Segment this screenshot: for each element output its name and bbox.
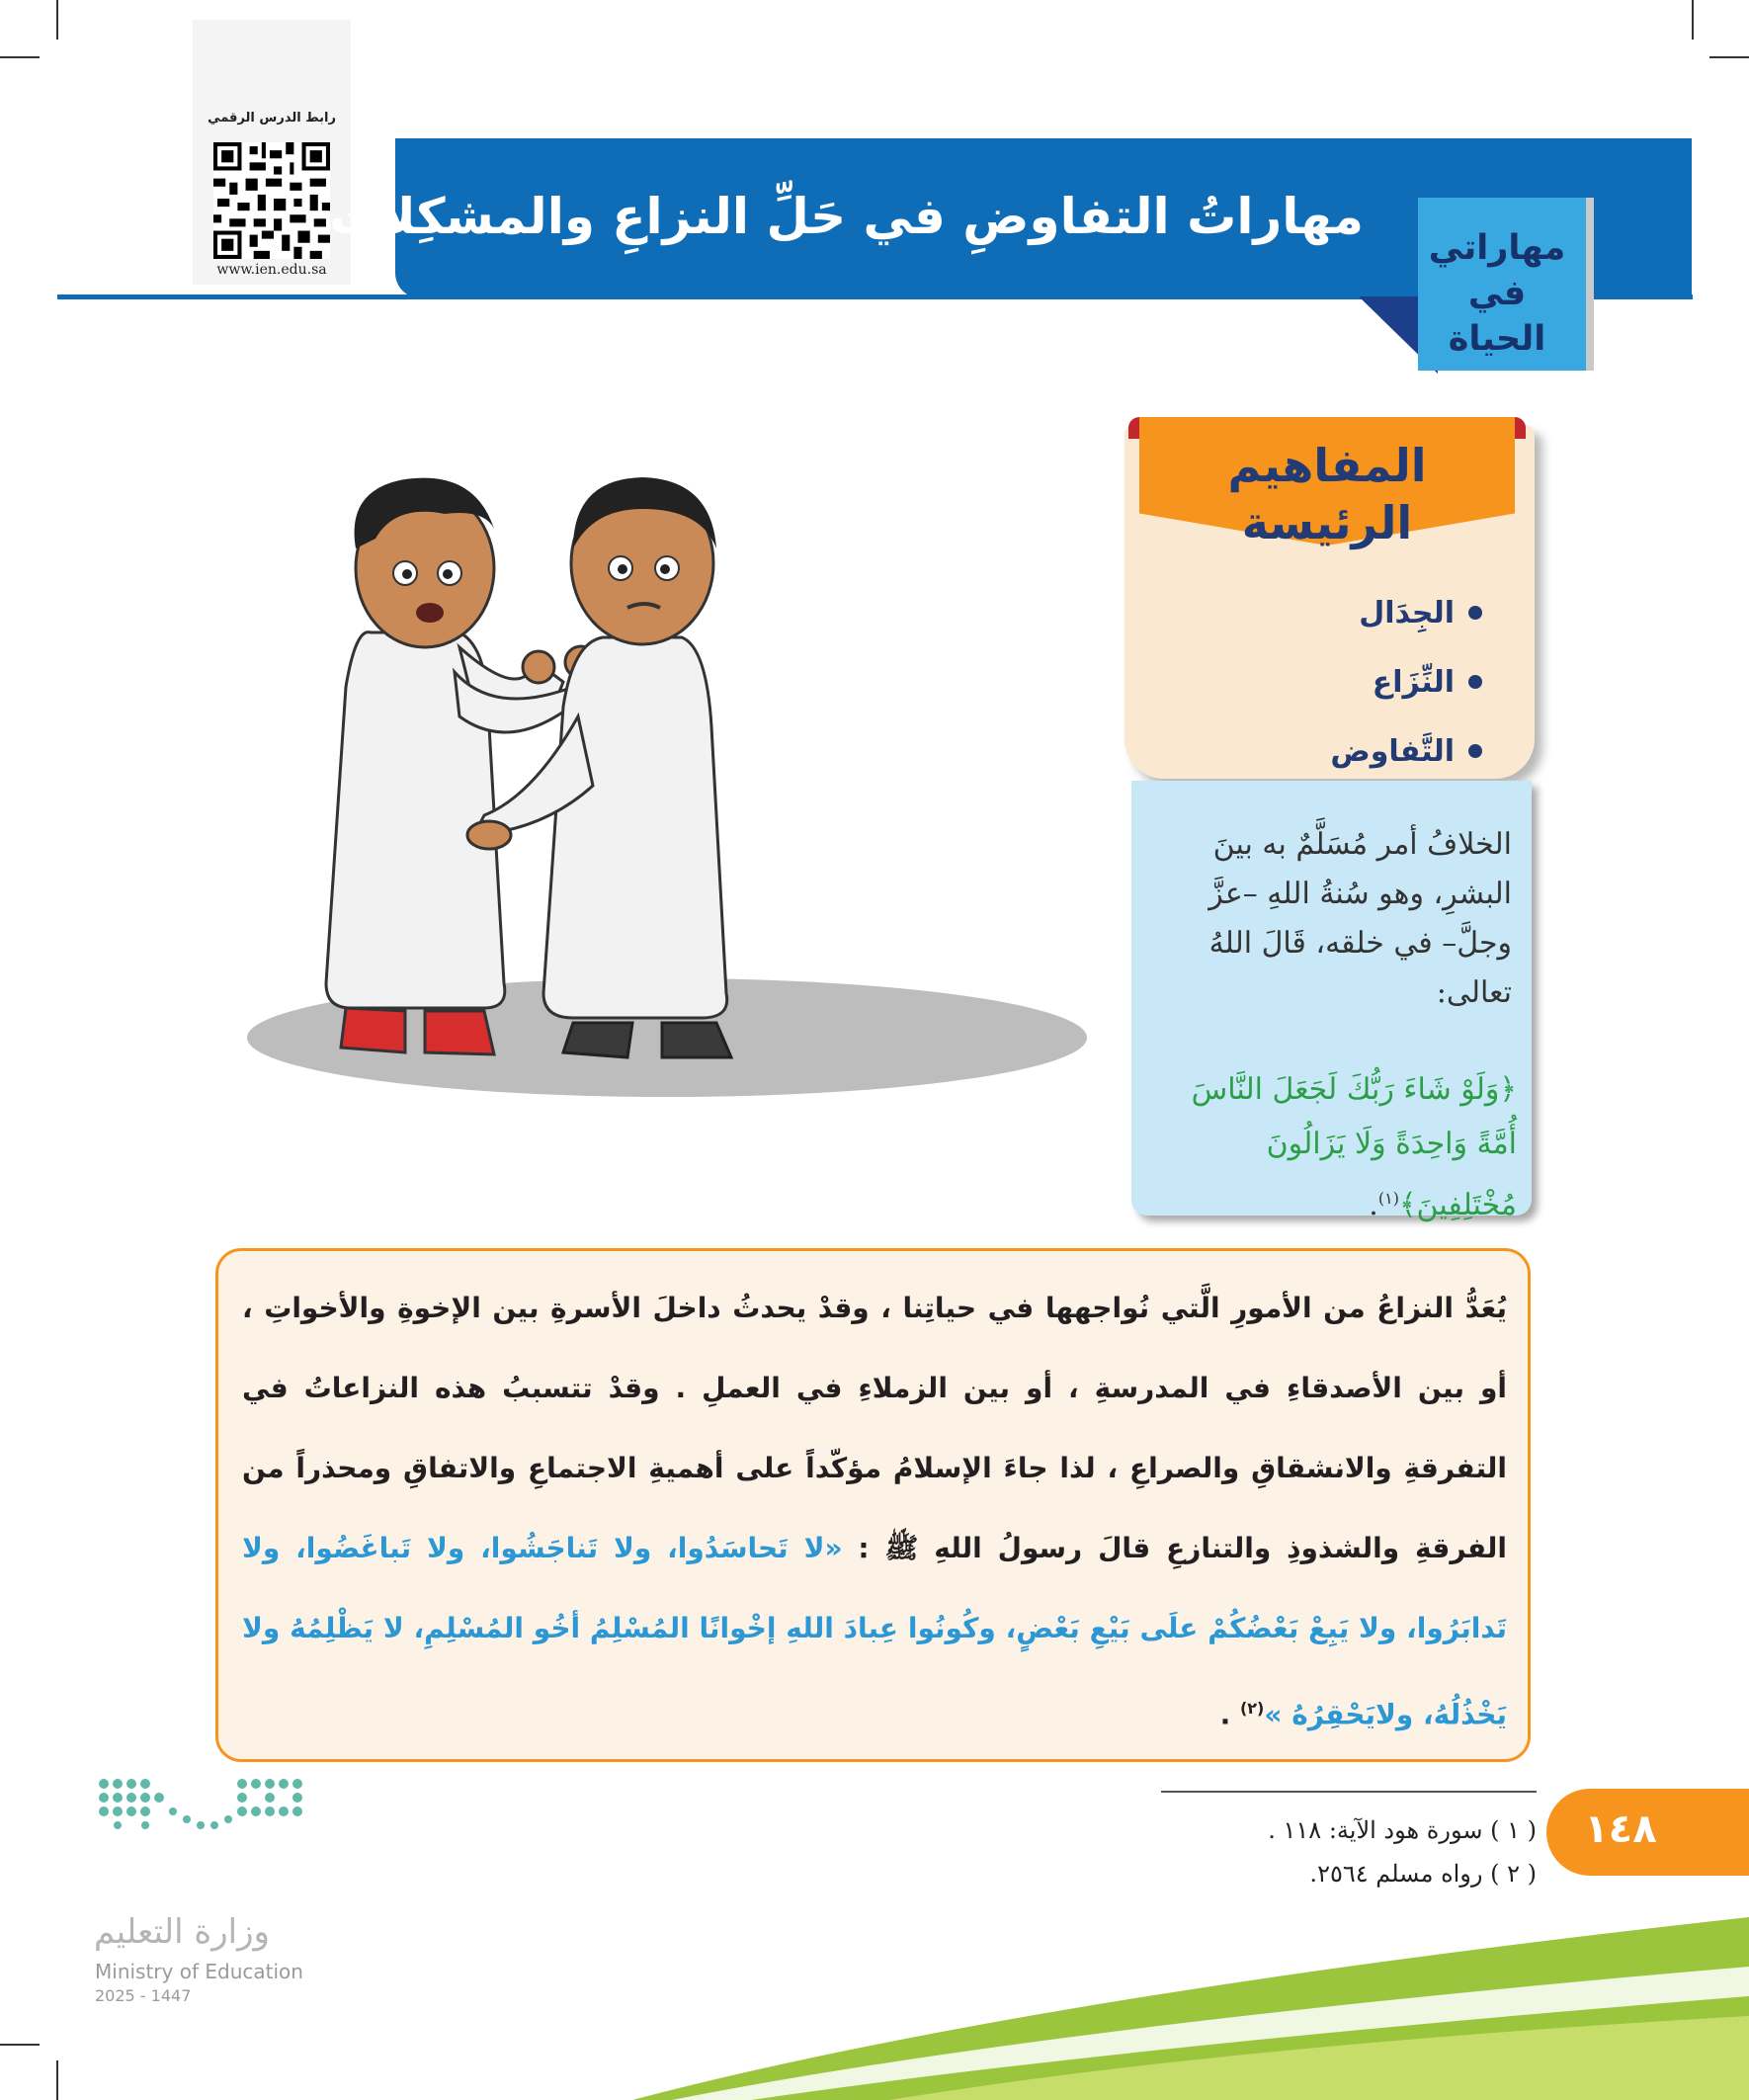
bullet-icon: [1468, 744, 1482, 758]
bullet-icon: [1468, 606, 1482, 620]
decorative-wave: [632, 1888, 1749, 2100]
hadith-text: «لا تَحاسَدُوا، ولا تَناجَشُوا، ولا تَباغَضُوا، ولا تَدابَرُوا، ولا يَبِعْ بَعْضُكُمْ علَى بَيْعِ بَعْضٍ، وكُونُوا عِبادَ اللهِ إخْوانًا المُسْلِمُ أخُو المُسْلِمِ، لا يَظْلِمُهُ ولا يَخْذُلُهُ، ولايَحْقِرُهُ »: [242, 1532, 1507, 1731]
skills-badge: [1418, 198, 1586, 371]
concept-item: [1166, 647, 1482, 716]
heading-line-1: المفاهيم: [1227, 439, 1427, 492]
concept-label: الجِدَال: [1359, 595, 1455, 630]
heading-line-2: الرئيسة: [1241, 496, 1413, 549]
footnote-ref: (١): [1377, 1189, 1399, 1208]
page-number: ١٤٨: [1584, 1806, 1657, 1852]
key-concepts-list: [1166, 578, 1482, 786]
concept-item: [1166, 716, 1482, 786]
digital-lesson-link[interactable]: [193, 20, 351, 285]
footnote-divider: [1161, 1791, 1537, 1793]
qr-label: رابط الدرس الرقمي: [208, 111, 336, 126]
ministry-name-english: Ministry of Education: [95, 1960, 303, 1983]
quote-text: الخلافُ أمر مُسَلَّمٌ به بينَ البشرِ، وهو سُنةُ اللهِ –عزَّ وجلَّ– في خلقه، قَالَ اللهُ تعالى:: [1208, 827, 1512, 1010]
footnote: ( ١ ) سورة هود الآية: ١١٨ .: [1268, 1816, 1537, 1844]
concept-label: النِّزَاع: [1372, 664, 1455, 700]
quran-verse: [1146, 1062, 1517, 1232]
qr-code-icon[interactable]: [208, 142, 335, 259]
end-mark: .: [1369, 1188, 1378, 1222]
page-number-tab: [1546, 1789, 1749, 1876]
crop-mark: [56, 0, 58, 40]
badge-line-2: في الحياة: [1448, 274, 1546, 359]
quran-verse-text: ﴿وَلَوْ شَاءَ رَبُّكَ لَجَعَلَ النَّاسَ أُمَّةً وَاحِدَةً وَلَا يَزَالُونَ مُخْتَلِفِينَ﴾: [1191, 1072, 1517, 1222]
key-concepts-heading: [1144, 437, 1510, 551]
boy-right: [467, 477, 731, 1057]
lesson-title: مهاراتُ التفاوضِ في حَلِّ النزاعِ والمشكِلات: [329, 188, 1364, 245]
crop-mark: [56, 2060, 58, 2100]
badge-line-1: مهاراتي: [1428, 228, 1566, 268]
end-mark: .: [1219, 1698, 1240, 1731]
concept-label: التَّفاوض: [1330, 733, 1455, 769]
crop-mark: [1709, 56, 1749, 58]
boys-arguing-illustration: [247, 469, 1097, 1102]
ministry-name-arabic: وزارة التعليم: [94, 1912, 270, 1952]
concept-item: [1166, 578, 1482, 647]
main-paragraph: [242, 1268, 1507, 1754]
paragraph-text: يُعَدُّ النزاعُ من الأمورِ الَّتي نُواجهها في حياتِنا ، وقدْ يحدثُ داخلَ الأسرةِ بين الإخوةِ والأخواتِ ، أو بين الأصدقاءِ في المدرسةِ ، أو بين الزملاءِ في العملِ . وقدْ تتسببُ هذه النزاعاتُ في التفرقةِ والانشقاقِ والصراعِ ، لذا جاءَ الإسلامُ مؤكّداً على أهميةِ الاجتماعِ والاتفاقِ ومحذراً من الفرقةِ والشذوذِ والتنازعِ قالَ رسولُ اللهِ ﷺ :: [242, 1292, 1507, 1564]
ministry-year: 2025 - 1447: [95, 1986, 192, 2005]
crop-mark: [0, 2044, 40, 2046]
footnotes: [1038, 1808, 1537, 1895]
crop-mark: [0, 56, 40, 58]
crop-mark: [1692, 0, 1694, 40]
qr-url[interactable]: www.ien.edu.sa: [216, 262, 327, 278]
footnote-ref: (٢): [1239, 1699, 1265, 1718]
bullet-icon: [1468, 675, 1482, 689]
footnote: ( ٢ ) رواه مسلم ٢٥٦٤.: [1309, 1860, 1537, 1888]
